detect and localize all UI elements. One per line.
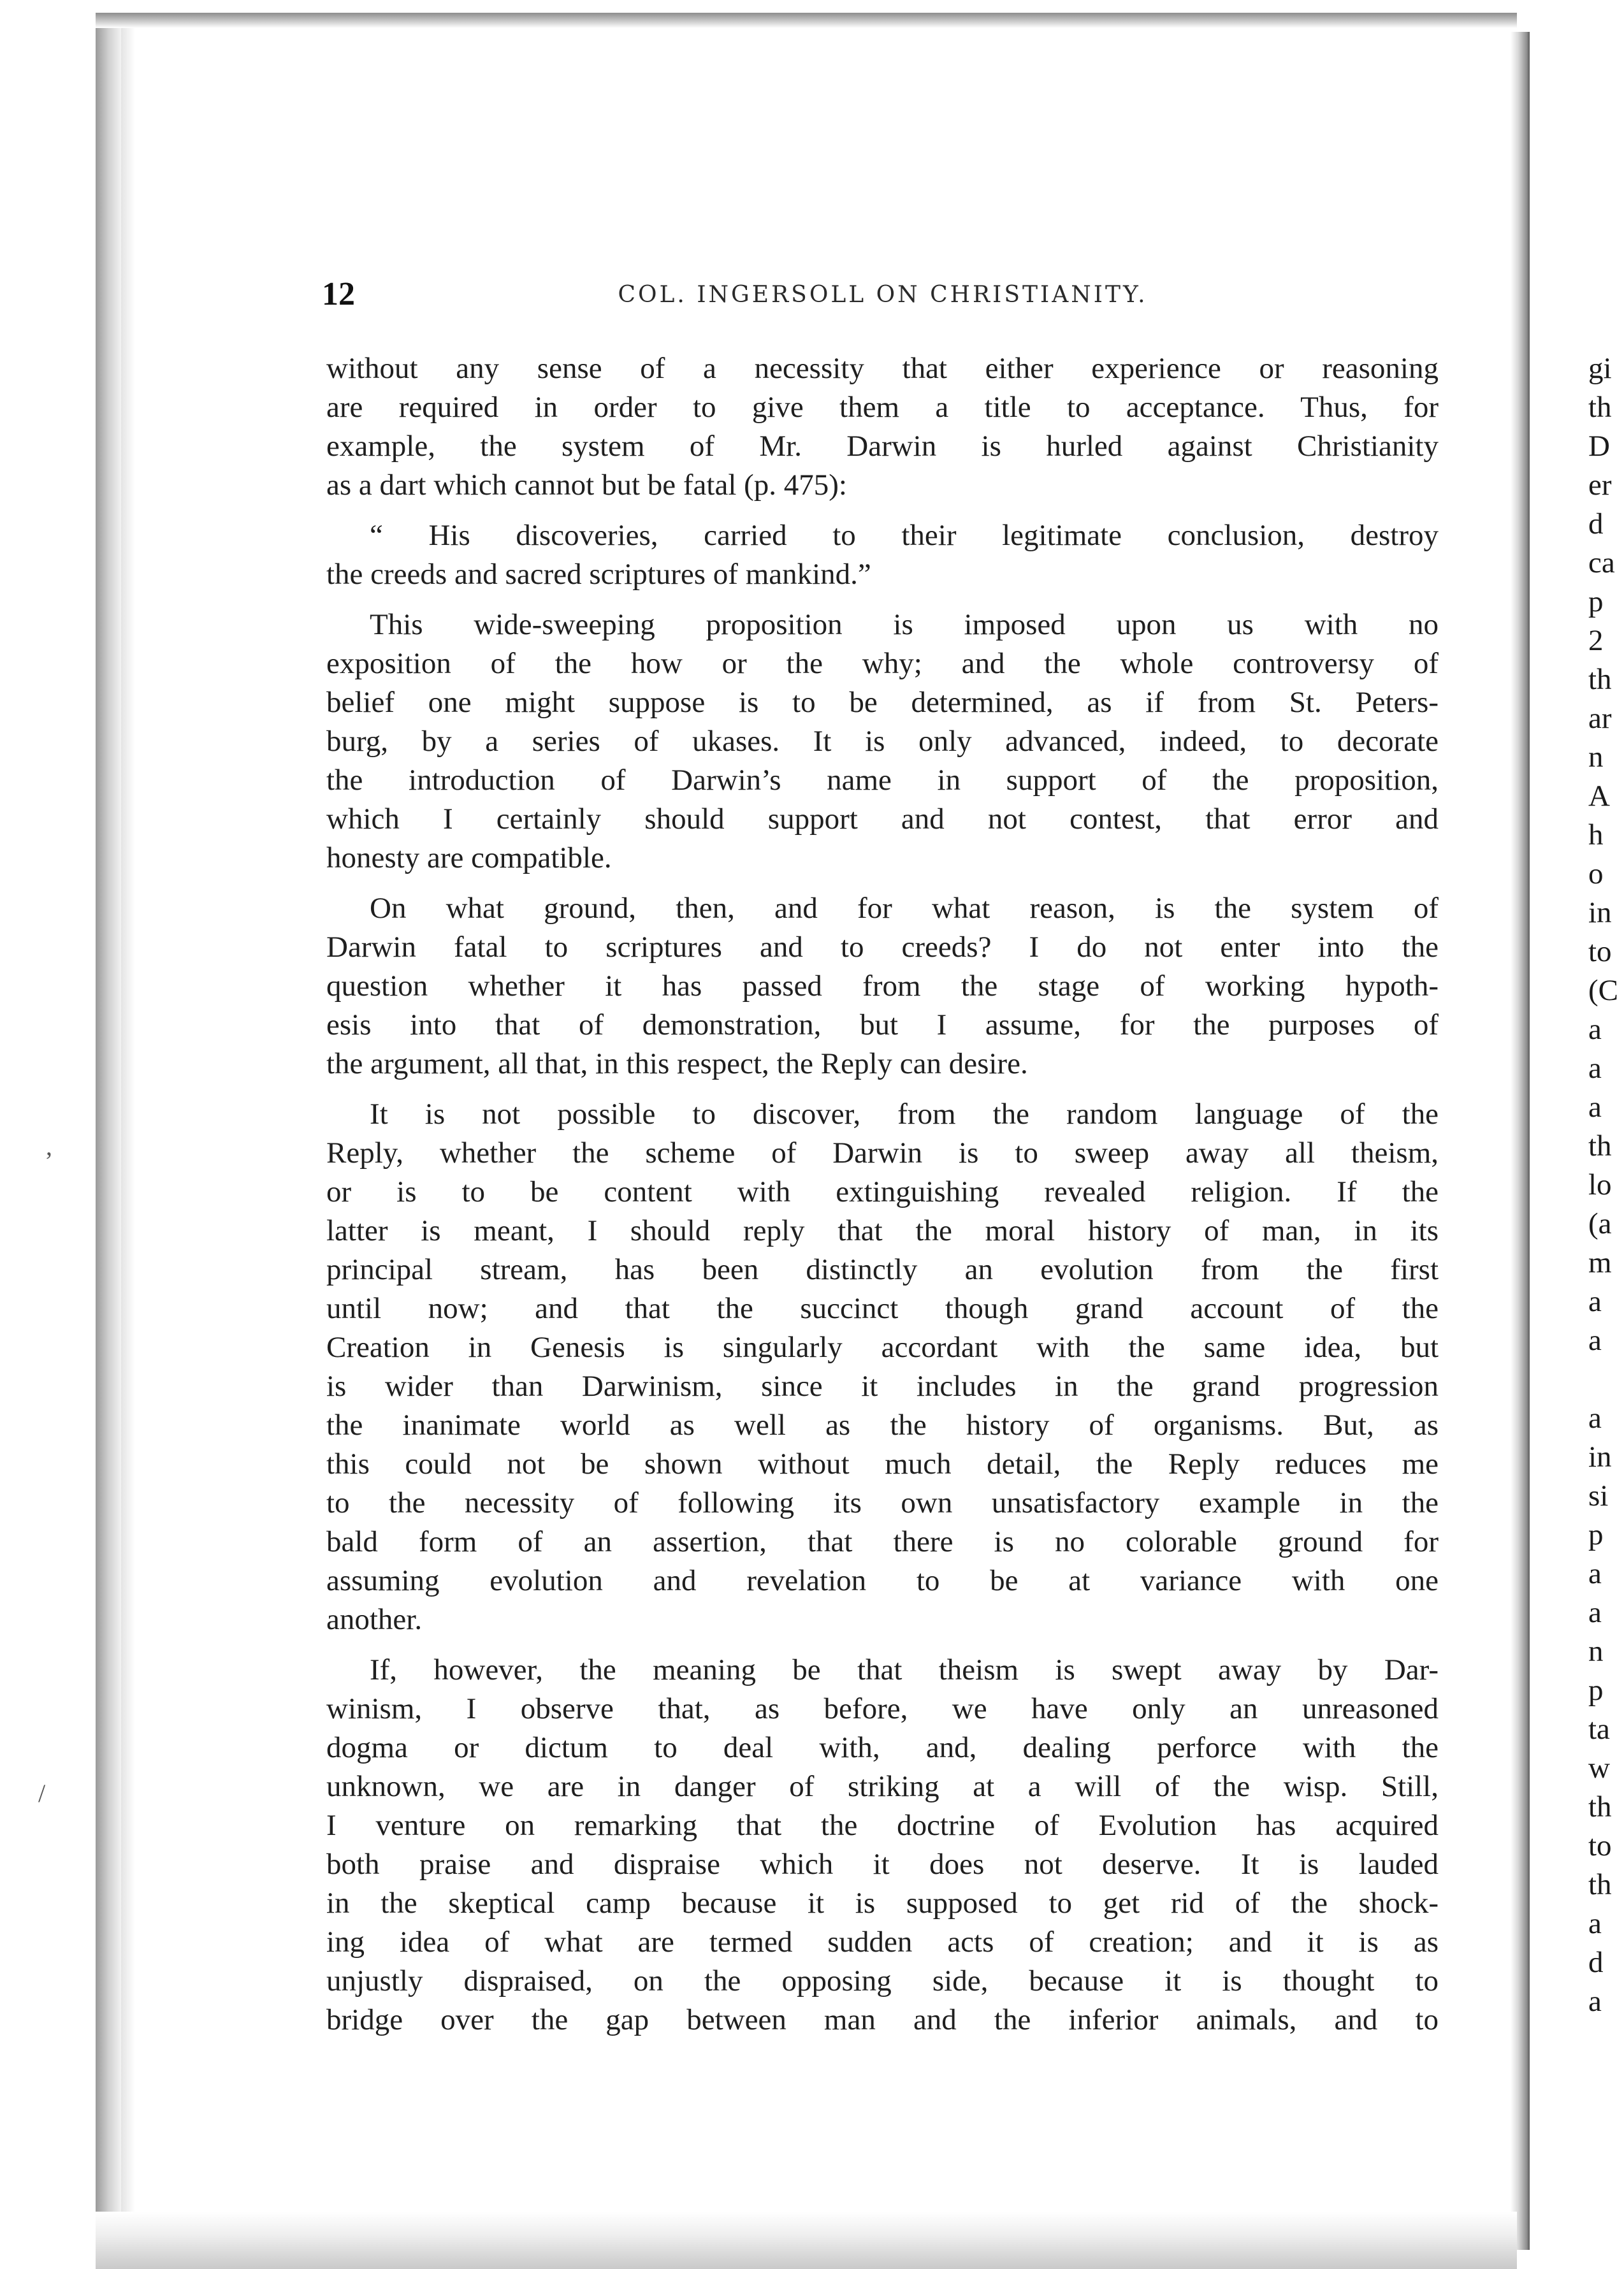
- facing-page-fragment: 2: [1588, 624, 1604, 657]
- text-line: the inanimate world as well as the history of organisms. But, as: [326, 1409, 1439, 1442]
- running-head: [322, 275, 1444, 314]
- text-line: honesty are compatible.: [326, 841, 612, 874]
- facing-page-fragment: a: [1588, 1402, 1602, 1435]
- facing-page-fragment: th: [1588, 1790, 1612, 1823]
- text-line: is wider than Darwinism, since it includes in the grand progression: [326, 1370, 1439, 1403]
- text-line: this could not be shown without much detail, the Reply reduces me: [326, 1447, 1439, 1481]
- text-line: to the necessity of following its own unsatisfactory example in the: [326, 1486, 1439, 1519]
- facing-page-fragment: a: [1588, 1324, 1602, 1357]
- text-line: Reply, whether the scheme of Darwin is to sweep away all theism,: [326, 1136, 1439, 1170]
- text-line: the creeds and sacred scriptures of mankind.”: [326, 558, 871, 591]
- text-line: unknown, we are in danger of striking at a will of the wisp. Still,: [326, 1770, 1439, 1803]
- text-line: unjustly dispraised, on the opposing side, because it is thought to: [326, 1964, 1439, 1997]
- text-line: the argument, all that, in this respect, the Reply can desire.: [326, 1047, 1028, 1080]
- text-line: assuming evolution and revelation to be at variance with one: [326, 1564, 1439, 1597]
- facing-page-fragment: d: [1588, 507, 1604, 540]
- facing-page-fragment: [1588, 1360, 1624, 1399]
- book-left-edge-shadow: [96, 13, 121, 2269]
- text-line: in the skeptical camp because it is supposed to get rid of the shock-: [326, 1887, 1439, 1920]
- text-line: which I certainly should support and not contest, that error and: [326, 802, 1439, 836]
- facing-page-fragment: p: [1588, 585, 1604, 618]
- facing-page-fragment: ca: [1588, 546, 1615, 579]
- text-line: Darwin fatal to scriptures and to creeds? I do not enter into the: [326, 931, 1439, 964]
- text-line: principal stream, has been distinctly an evolution from the first: [326, 1253, 1439, 1286]
- page-left-margin-tint: [121, 28, 135, 2212]
- facing-page-fragment: n: [1588, 1635, 1604, 1668]
- facing-page-fragment: a: [1588, 1985, 1602, 2018]
- paragraph-gap: [326, 505, 1439, 516]
- facing-page-fragment: D: [1588, 430, 1610, 463]
- paragraph-gap: [326, 1084, 1439, 1095]
- book-top-edge: [96, 13, 1517, 28]
- text-line: burg, by a series of ukases. It is only advanced, indeed, to decorate: [326, 725, 1439, 758]
- facing-page-fragment: ta: [1588, 1713, 1610, 1746]
- facing-page-fragment: p: [1588, 1518, 1604, 1551]
- facing-page-fragment: lo: [1588, 1168, 1612, 1201]
- text-line: until now; and that the succinct though grand account of the: [326, 1292, 1439, 1325]
- text-line: example, the system of Mr. Darwin is hurled against Christianity: [326, 430, 1439, 463]
- text-line: another.: [326, 1603, 423, 1636]
- paragraph-gap: [326, 1639, 1439, 1651]
- text-line: “ His discoveries, carried to their legitimate conclusion, destroy: [370, 519, 1439, 552]
- text-line: dogma or dictum to deal with, and, dealing perforce with the: [326, 1731, 1439, 1764]
- text-line: If, however, the meaning be that theism is swept away by Dar-: [370, 1653, 1439, 1686]
- facing-page-fragment: th: [1588, 663, 1612, 696]
- margin-speck: /: [38, 1779, 46, 1808]
- book-bottom-edge: [96, 2212, 1517, 2269]
- text-line: On what ground, then, and for what reason, is the system of: [370, 892, 1439, 925]
- margin-speck: ‚: [45, 1132, 54, 1161]
- facing-page-fragment: a: [1588, 1052, 1602, 1085]
- body-text: [326, 349, 1439, 2040]
- facing-page-fragment: in: [1588, 896, 1612, 929]
- running-title: COL. INGERSOLL ON CHRISTIANITY.: [618, 282, 1148, 308]
- facing-page-fragment: (a: [1588, 1207, 1612, 1240]
- facing-page-fragment: a: [1588, 1013, 1602, 1046]
- facing-page-fragment: o: [1588, 857, 1604, 890]
- facing-page-fragment: n: [1588, 741, 1604, 774]
- facing-page-fragment: p: [1588, 1674, 1604, 1707]
- facing-page-fragment: th: [1588, 391, 1612, 424]
- text-line: or is to be content with extinguishing revealed religion. If the: [326, 1175, 1439, 1208]
- text-line: without any sense of a necessity that either experience or reasoning: [326, 352, 1439, 385]
- facing-page-fragment: a: [1588, 1557, 1602, 1590]
- facing-page-fragment: si: [1588, 1479, 1609, 1512]
- facing-page-fragment: er: [1588, 468, 1612, 502]
- text-line: bridge over the gap between man and the inferior animals, and to: [326, 2003, 1439, 2036]
- facing-page-fragment: gi: [1588, 352, 1612, 385]
- text-line: esis into that of demonstration, but I assume, for the purposes of: [326, 1008, 1439, 1041]
- facing-page-fragment: w: [1588, 1751, 1610, 1785]
- text-line: Creation in Genesis is singularly accordant with the same idea, but: [326, 1331, 1439, 1364]
- text-line: This wide-sweeping proposition is imposed upon us with no: [370, 608, 1439, 641]
- page-number: 12: [322, 276, 355, 312]
- facing-page-fragment: a: [1588, 1285, 1602, 1318]
- facing-page-fragment: d: [1588, 1946, 1604, 1979]
- facing-page-fragment: th: [1588, 1129, 1612, 1163]
- facing-page-fragment: a: [1588, 1907, 1602, 1940]
- facing-page-fragment: m: [1588, 1246, 1612, 1279]
- text-line: ing idea of what are termed sudden acts of creation; and it is as: [326, 1925, 1439, 1959]
- facing-page-fragment: in: [1588, 1440, 1612, 1474]
- facing-page-fragments: [1588, 349, 1624, 2021]
- facing-page-fragment: (C: [1588, 974, 1618, 1007]
- facing-page-fragment: to: [1588, 935, 1612, 968]
- text-line: the introduction of Darwin’s name in support of the proposition,: [326, 764, 1439, 797]
- paragraph-gap: [326, 878, 1439, 889]
- text-line: belief one might suppose is to be determined, as if from St. Peters-: [326, 686, 1439, 719]
- paragraph-gap: [326, 594, 1439, 605]
- facing-page-fragment: A: [1588, 779, 1610, 813]
- text-line: question whether it has passed from the stage of working hypoth-: [326, 969, 1439, 1003]
- text-line: bald form of an assertion, that there is no colorable ground for: [326, 1525, 1439, 1558]
- text-line: latter is meant, I should reply that the moral history of man, in its: [326, 1214, 1439, 1247]
- facing-page-fragment: th: [1588, 1868, 1612, 1901]
- text-line: as a dart which cannot but be fatal (p. 475):: [326, 468, 847, 502]
- book-gutter-shadow: [1511, 32, 1530, 2250]
- facing-page-fragment: h: [1588, 818, 1604, 852]
- facing-page-fragment: ar: [1588, 702, 1612, 735]
- facing-page-fragment: a: [1588, 1091, 1602, 1124]
- text-line: winism, I observe that, as before, we have only an unreasoned: [326, 1692, 1439, 1725]
- text-line: It is not possible to discover, from the random language of the: [370, 1098, 1439, 1131]
- text-line: are required in order to give them a title to acceptance. Thus, for: [326, 391, 1439, 424]
- text-line: I venture on remarking that the doctrine of Evolution has acquired: [326, 1809, 1439, 1842]
- facing-page-fragment: to: [1588, 1829, 1612, 1862]
- facing-page-fragment: a: [1588, 1596, 1602, 1629]
- text-line: exposition of the how or the why; and the whole controversy of: [326, 647, 1439, 680]
- text-line: both praise and dispraise which it does not deserve. It is lauded: [326, 1848, 1439, 1881]
